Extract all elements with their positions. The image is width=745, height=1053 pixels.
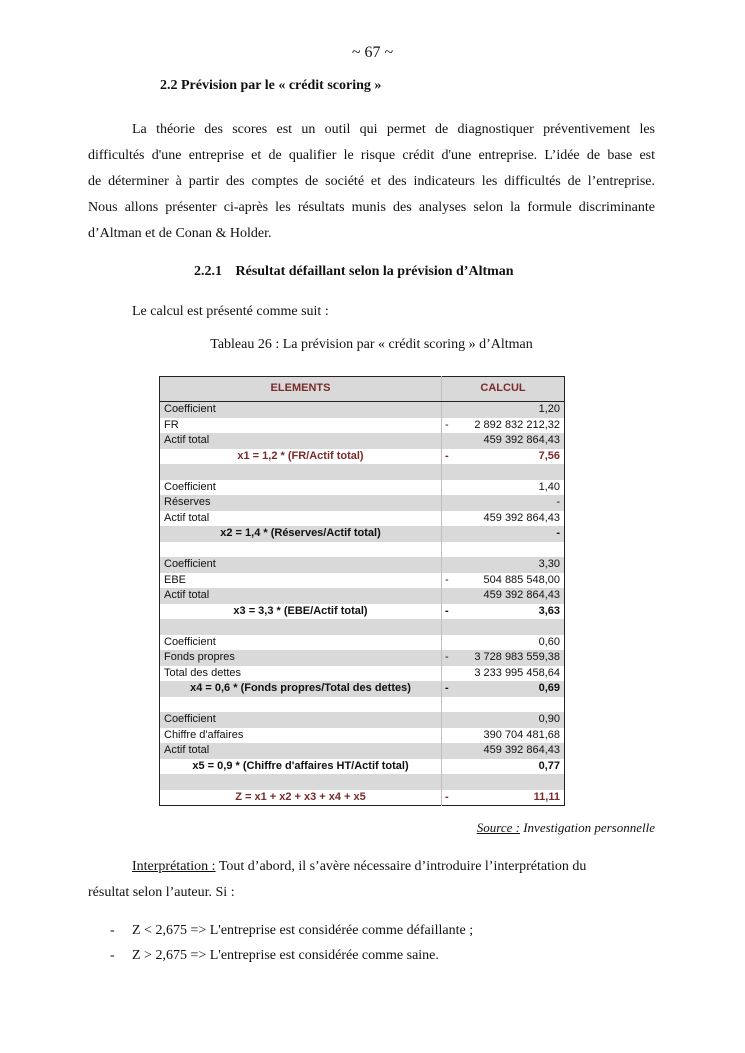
row-value-cell	[442, 588, 565, 604]
row-sign: -	[445, 790, 449, 803]
table-row	[160, 635, 565, 651]
table-row	[160, 712, 565, 728]
table-row	[160, 650, 565, 666]
row-value-cell	[442, 464, 565, 480]
row-value-cell	[442, 573, 565, 589]
table-row	[160, 557, 565, 573]
subsection-number: 2.2.1	[194, 264, 222, 279]
row-label	[160, 542, 442, 558]
row-label: Total des dettes	[160, 666, 442, 682]
row-value: 3,30	[538, 558, 560, 570]
row-value: 0,69	[538, 682, 560, 694]
row-value-cell	[442, 604, 565, 620]
intro-line: d’Altman et de Conan & Holder.	[88, 226, 272, 241]
row-label: Actif total	[160, 588, 442, 604]
row-value-cell	[442, 557, 565, 573]
row-value: -	[556, 496, 560, 508]
row-label	[160, 774, 442, 790]
row-label	[160, 619, 442, 635]
row-value-cell	[442, 402, 565, 418]
row-label: Coefficient	[160, 480, 442, 496]
table-row	[160, 681, 565, 697]
subsection-title: Résultat défaillant selon la prévision d’Altman	[235, 264, 514, 279]
row-value-cell	[442, 433, 565, 449]
table-row	[160, 542, 565, 558]
row-label: Actif total	[160, 743, 442, 759]
table-row	[160, 418, 565, 434]
threshold-list	[110, 918, 473, 968]
row-value: 3 233 995 458,64	[474, 666, 560, 679]
row-value-cell	[442, 759, 565, 775]
row-value: 7,56	[538, 449, 560, 462]
row-label: x3 = 3,3 * (EBE/Actif total)	[160, 604, 442, 620]
row-label: Fonds propres	[160, 650, 442, 666]
row-value-cell	[442, 790, 565, 806]
list-item-text: Z > 2,675 => L'entreprise est considérée comme saine.	[132, 948, 439, 963]
table-caption	[0, 337, 745, 353]
interpretation-text: Tout d’abord, il s’avère nécessaire d’introduire l’interprétation du	[215, 859, 587, 874]
row-value-cell	[442, 542, 565, 558]
row-sign: -	[445, 604, 449, 617]
row-value: 0,77	[538, 759, 560, 772]
row-value: 1,40	[538, 480, 560, 493]
list-item	[110, 943, 473, 968]
intro-paragraph	[88, 117, 655, 247]
row-label: Z = x1 + x2 + x3 + x4 + x5	[160, 790, 442, 806]
row-label: Actif total	[160, 511, 442, 527]
row-value-cell	[442, 650, 565, 666]
row-value: -	[556, 527, 560, 539]
row-label: x1 = 1,2 * (FR/Actif total)	[160, 449, 442, 465]
table-row	[160, 619, 565, 635]
row-value-cell	[442, 743, 565, 759]
source-note	[477, 820, 655, 836]
table-row	[160, 433, 565, 449]
row-value: 3,63	[538, 604, 560, 617]
row-label: x4 = 0,6 * (Fonds propres/Total des dettes)	[160, 681, 442, 697]
table-row	[160, 774, 565, 790]
subsection-heading	[194, 264, 514, 280]
row-label: Coefficient	[160, 402, 442, 418]
row-value-cell	[442, 712, 565, 728]
table-row	[160, 728, 565, 744]
row-value: 2 892 832 212,32	[474, 418, 560, 431]
row-label	[160, 697, 442, 713]
row-value: 0,90	[538, 713, 560, 725]
row-value-cell	[442, 728, 565, 744]
source-label: Source :	[476, 820, 520, 835]
row-value-cell	[442, 635, 565, 651]
row-value: 459 392 864,43	[483, 589, 560, 601]
row-label: Coefficient	[160, 712, 442, 728]
table-row	[160, 511, 565, 527]
table-row	[160, 526, 565, 542]
table-row	[160, 573, 565, 589]
row-label: x2 = 1,4 * (Réserves/Actif total)	[160, 526, 442, 542]
interpretation-label: Interprétation :	[132, 859, 216, 874]
intro-line: difficultés d'une entreprise et de qualifier le risque crédit d'une entreprise. L’idée de base est	[88, 148, 655, 163]
row-value-cell	[442, 774, 565, 790]
row-value-cell	[442, 449, 565, 465]
row-value: 459 392 864,43	[483, 434, 560, 446]
bullet-dash: -	[110, 948, 115, 963]
row-value: 11,11	[533, 790, 560, 803]
row-value-cell	[442, 418, 565, 434]
row-label: FR	[160, 418, 442, 434]
table-row	[160, 480, 565, 496]
table-caption-text: Tableau 26 : La prévision par « crédit scoring » d’Altman	[210, 337, 533, 352]
row-label: Actif total	[160, 433, 442, 449]
row-label: Coefficient	[160, 635, 442, 651]
intro-line: Nous allons présenter ci-après les résultats munis des analyses selon la formule discriminante	[88, 200, 655, 215]
row-sign: -	[445, 449, 449, 462]
table-row	[160, 495, 565, 511]
table-row	[160, 449, 565, 465]
table-row	[160, 464, 565, 480]
row-value: 3 728 983 559,38	[474, 651, 560, 663]
row-sign: -	[445, 682, 449, 694]
row-label: EBE	[160, 573, 442, 589]
row-value-cell	[442, 697, 565, 713]
header-elements: ELEMENTS	[160, 377, 442, 402]
calc-intro: Le calcul est présenté comme suit :	[132, 304, 329, 319]
list-item	[110, 918, 473, 943]
interpretation-line	[88, 854, 655, 880]
header-calcul: CALCUL	[442, 377, 565, 402]
row-label: Chiffre d'affaires	[160, 728, 442, 744]
section-heading: 2.2 Prévision par le « crédit scoring »	[160, 78, 382, 93]
row-value: 459 392 864,43	[483, 744, 560, 756]
row-sign: -	[445, 573, 449, 586]
row-value-cell	[442, 480, 565, 496]
row-value-cell	[442, 511, 565, 527]
row-value-cell	[442, 495, 565, 511]
row-label: Réserves	[160, 495, 442, 511]
list-item-text: Z < 2,675 => L'entreprise est considérée comme défaillante ;	[132, 923, 474, 938]
table-row	[160, 759, 565, 775]
table-row	[160, 588, 565, 604]
row-value: 459 392 864,43	[483, 511, 560, 524]
table-row	[160, 604, 565, 620]
page-number: ~ 67 ~	[351, 44, 394, 61]
table-row	[160, 697, 565, 713]
row-value-cell	[442, 666, 565, 682]
row-value: 1,20	[538, 403, 560, 415]
intro-line: La théorie des scores est un outil qui permet de diagnostiquer préventivement les	[132, 122, 655, 137]
row-label: Coefficient	[160, 557, 442, 573]
table-row	[160, 402, 565, 418]
row-value: 390 704 481,68	[483, 728, 560, 741]
row-label	[160, 464, 442, 480]
table-row	[160, 790, 565, 806]
interpretation-paragraph	[88, 854, 655, 906]
source-text: Investigation personnelle	[519, 820, 655, 835]
row-sign: -	[445, 651, 449, 663]
bullet-dash: -	[110, 923, 115, 938]
row-value-cell	[442, 619, 565, 635]
row-value: 0,60	[538, 635, 560, 648]
row-value-cell	[442, 526, 565, 542]
row-sign: -	[445, 418, 449, 431]
row-value: 504 885 548,00	[483, 573, 560, 586]
altman-table	[159, 376, 565, 806]
table-row	[160, 666, 565, 682]
table-row	[160, 743, 565, 759]
row-value-cell	[442, 681, 565, 697]
table-header-row	[160, 377, 565, 402]
interpretation-line: résultat selon l’auteur. Si :	[88, 885, 235, 900]
row-label: x5 = 0,9 * (Chiffre d'affaires HT/Actif total)	[160, 759, 442, 775]
intro-line: de déterminer à partir des comptes de société et des indicateurs les difficultés de l’entreprise.	[88, 174, 655, 189]
